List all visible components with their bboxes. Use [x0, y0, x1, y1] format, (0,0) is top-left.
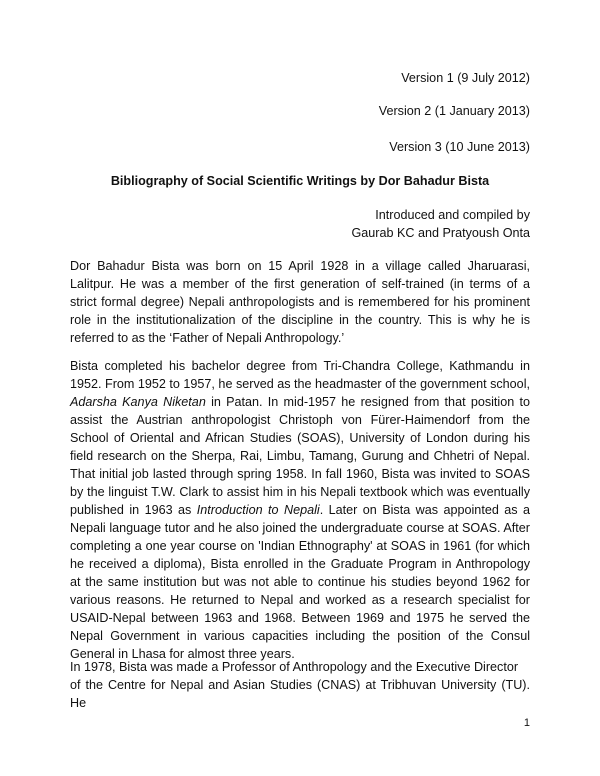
book-title-italic: Introduction to Nepali: [196, 503, 320, 517]
paragraph-line-pre: published in 1963 as: [70, 503, 197, 517]
paragraph-line: General in Lhasa for almost three years.: [70, 647, 295, 661]
credits-line-2: Gaurab KC and Pratyoush Onta: [351, 226, 530, 240]
school-name-italic: Adarsha Kanya Niketan: [70, 395, 206, 409]
paragraph-line-post: . Later on Bista was appointed as a: [319, 503, 531, 517]
credits-line-1: Introduced and compiled by: [375, 208, 530, 222]
paragraph-line: of the Centre for Nepal and Asian Studies (CNAS) at Tribhuvan University (TU). He: [70, 678, 530, 710]
paragraph-line: In 1978, Bista was made a Professor of Anthropology and the Executive Director: [70, 660, 519, 674]
version-line-2: Version 2 (1 January 2013): [378, 104, 530, 118]
paragraph-line: School of Oriental and African Studies (SOAS), University of London during his: [70, 431, 530, 445]
credits-block: [351, 206, 530, 242]
version-line-1: Version 1 (9 July 2012): [401, 71, 530, 85]
paragraph-line-rest: in Patan. In mid-1957 he resigned from that position to: [205, 395, 530, 409]
paragraph-line: USAID-Nepal between 1963 and 1968. Between 1969 and 1975 he served the: [70, 611, 530, 625]
page-number: 1: [523, 717, 530, 729]
paragraph-line: at the same institution but was not able to continue his studies beyond 1962 for: [70, 575, 530, 589]
paragraph-line: Nepal Government in various capacities including the position of the Consul: [70, 629, 530, 643]
paragraph-line: field research on the Sherpa, Rai, Limbu, Tamang, Gurung and Chhetri of Nepal.: [70, 449, 530, 463]
paragraph-line: [70, 393, 530, 411]
paragraph-line: Lalitpur. He was a member of the first generation of self-trained (in terms of a: [70, 277, 530, 291]
version-line-3: Version 3 (10 June 2013): [389, 140, 530, 154]
paragraph-line: strict formal degree) Nepali anthropologists and is remembered for his prominent: [70, 295, 530, 309]
paragraph-line: completing a one year course on 'Indian Ethnography' at SOAS in 1961 (for which: [70, 539, 530, 553]
paragraph-line: Bista completed his bachelor degree from Tri-Chandra College, Kathmandu in: [70, 359, 530, 373]
paragraph-2: [70, 357, 530, 663]
paragraph-3: [70, 658, 530, 712]
paragraph-line: [70, 501, 530, 519]
paragraph-line: 1952. From 1952 to 1957, he served as the headmaster of the government school,: [70, 377, 530, 391]
paragraph-line: assist the Austrian anthropologist Christoph von Fürer-Haimendorf from the: [70, 413, 530, 427]
paragraph-line: Dor Bahadur Bista was born on 15 April 1928 in a village called Jharuarasi,: [70, 259, 530, 273]
paragraph-line: That initial job lasted through spring 1958. In fall 1960, Bista was invited to SOAS: [70, 467, 530, 481]
paragraph-1: [70, 257, 530, 347]
document-title: Bibliography of Social Scientific Writings by Dor Bahadur Bista: [110, 174, 490, 188]
paragraph-line: referred to as the ‘Father of Nepali Anthropology.’: [70, 331, 345, 345]
paragraph-line: he received a diploma), Bista enrolled in the Graduate Program in Anthropology: [70, 557, 530, 571]
paragraph-line: role in the institutionalization of the discipline in the country. This is why he is: [70, 313, 530, 327]
paragraph-line: by the linguist T.W. Clark to assist him in his Nepali textbook which was eventually: [70, 485, 530, 499]
paragraph-line: various reasons. He returned to Nepal and worked as a research specialist for: [70, 593, 530, 607]
paragraph-line: Nepali language tutor and he also joined the undergraduate course at SOAS. After: [70, 521, 530, 535]
